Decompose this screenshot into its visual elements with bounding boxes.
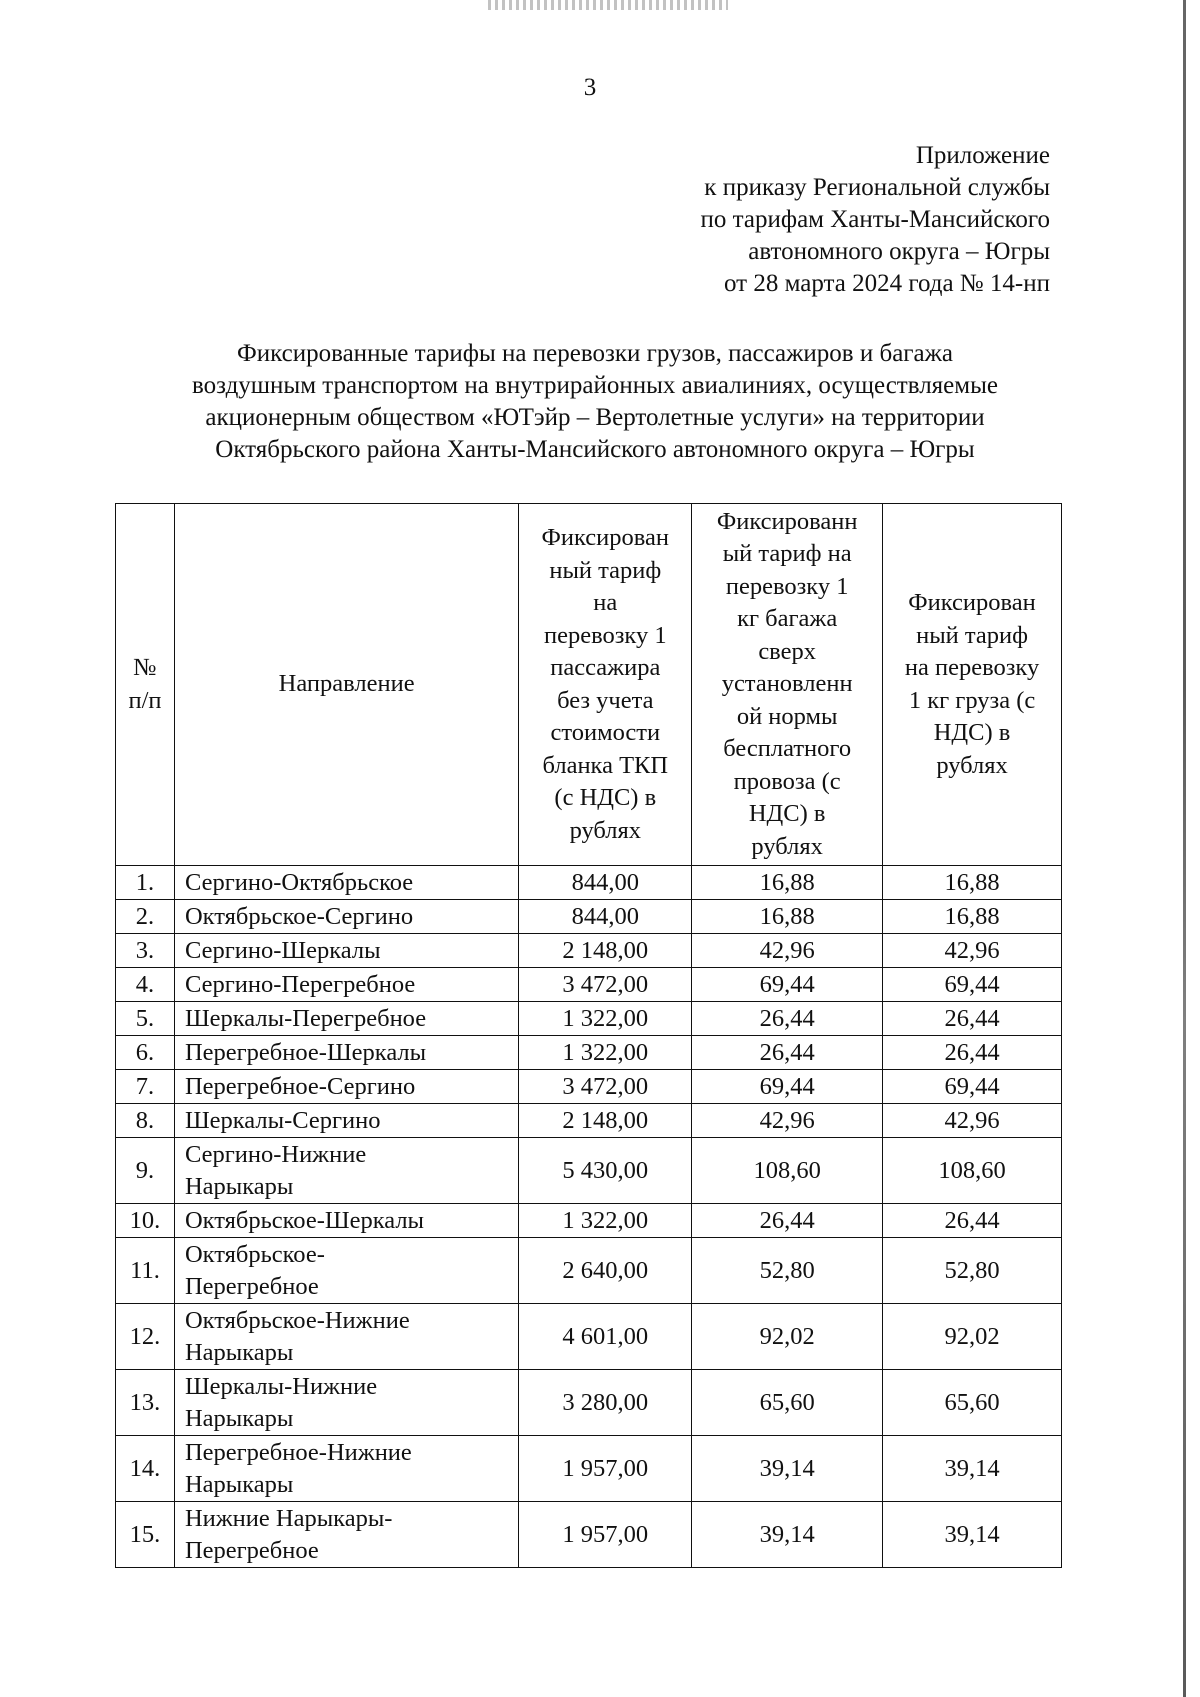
- table-row: [116, 866, 1062, 900]
- header-line: без учета: [557, 686, 654, 714]
- table-header-row: [116, 504, 1062, 866]
- table-row: [116, 900, 1062, 934]
- table-row: [116, 1036, 1062, 1070]
- row-number: 4.: [116, 968, 175, 1002]
- table-row: [116, 1002, 1062, 1036]
- header-line: рублях: [751, 832, 823, 860]
- row-number: 2.: [116, 900, 175, 934]
- row-cargo-tariff: 65,60: [883, 1370, 1062, 1436]
- row-baggage-tariff: 26,44: [692, 1204, 883, 1238]
- table-row: [116, 1070, 1062, 1104]
- row-passenger-tariff: 1 322,00: [519, 1204, 692, 1238]
- header-line: пассажира: [550, 654, 661, 681]
- header-line: установленн: [721, 670, 853, 698]
- direction-line: Сергино-Нижние: [184, 1140, 367, 1168]
- table-row: [116, 1436, 1062, 1502]
- table-row: [116, 1238, 1062, 1304]
- row-direction: [174, 1502, 518, 1568]
- row-direction: Сергино-Октябрьское: [174, 866, 518, 900]
- row-passenger-tariff: 3 472,00: [519, 1070, 692, 1104]
- row-baggage-tariff: 42,96: [692, 934, 883, 968]
- row-baggage-tariff: 16,88: [692, 866, 883, 900]
- header-line: НДС) в: [933, 719, 1011, 746]
- table-row: [116, 1204, 1062, 1238]
- row-cargo-tariff: 69,44: [883, 1070, 1062, 1104]
- header-line: ный тариф: [916, 621, 1029, 649]
- row-cargo-tariff: 52,80: [883, 1238, 1062, 1304]
- header-line: рублях: [569, 816, 642, 844]
- row-passenger-tariff: 844,00: [519, 866, 692, 900]
- header-line: бесплатного: [723, 735, 852, 763]
- row-number: 9.: [116, 1138, 175, 1204]
- row-number: 12.: [116, 1304, 175, 1370]
- header-line: 1 кг груза (с: [908, 686, 1036, 714]
- row-direction: Перегребное-Шеркалы: [174, 1036, 518, 1070]
- row-direction: [174, 1238, 518, 1304]
- row-direction: [174, 1138, 518, 1204]
- appendix-line: к приказу Региональной службы: [704, 174, 1050, 201]
- header-line: на: [593, 589, 618, 616]
- row-direction: [174, 1304, 518, 1370]
- table-row: [116, 1502, 1062, 1568]
- appendix-line: автономного округа – Югры: [748, 238, 1050, 265]
- row-passenger-tariff: 844,00: [519, 900, 692, 934]
- header-line: ой нормы: [736, 702, 838, 730]
- row-number: 15.: [116, 1502, 175, 1568]
- row-number: 14.: [116, 1436, 175, 1502]
- table-row: [116, 1304, 1062, 1370]
- row-cargo-tariff: 42,96: [883, 934, 1062, 968]
- table-body: [116, 866, 1062, 1568]
- header-num: [116, 504, 175, 866]
- row-baggage-tariff: 42,96: [692, 1104, 883, 1138]
- row-number: 5.: [116, 1002, 175, 1036]
- row-cargo-tariff: 16,88: [883, 866, 1062, 900]
- header-line: ый тариф на: [722, 540, 852, 568]
- direction-line: Нарыкары: [184, 1338, 294, 1366]
- row-passenger-tariff: 4 601,00: [519, 1304, 692, 1370]
- header-line: бланка ТКП: [542, 751, 669, 779]
- row-number: 3.: [116, 934, 175, 968]
- row-number: 13.: [116, 1370, 175, 1436]
- header-passenger: [519, 504, 692, 866]
- row-passenger-tariff: 2 148,00: [519, 1104, 692, 1138]
- header-line: Фиксирован: [541, 524, 670, 551]
- row-direction: [174, 1370, 518, 1436]
- title-line: акционерным обществом «ЮТэйр – Вертолетные услуги» на территории: [205, 404, 985, 431]
- page-number: 3: [583, 74, 597, 101]
- row-baggage-tariff: 16,88: [692, 900, 883, 934]
- row-direction: Сергино-Шеркалы: [174, 934, 518, 968]
- header-line: НДС) в: [748, 800, 826, 828]
- row-baggage-tariff: 26,44: [692, 1002, 883, 1036]
- row-passenger-tariff: 1 957,00: [519, 1502, 692, 1568]
- document-title: [110, 338, 1080, 466]
- row-cargo-tariff: 42,96: [883, 1104, 1062, 1138]
- header-line: перевозку 1: [725, 572, 849, 600]
- direction-line: Перегребное: [184, 1272, 319, 1300]
- scan-artifact: [488, 0, 728, 10]
- scan-edge: [1183, 0, 1186, 1697]
- header-line: Фиксированн: [716, 507, 858, 535]
- direction-line: Октябрьское-: [184, 1240, 325, 1268]
- header-line: рублях: [936, 751, 1008, 779]
- row-baggage-tariff: 69,44: [692, 968, 883, 1002]
- header-line: п/п: [128, 686, 162, 714]
- row-number: 11.: [116, 1238, 175, 1304]
- header-line: на перевозку: [904, 654, 1040, 681]
- direction-line: Нарыкары: [184, 1470, 294, 1498]
- row-passenger-tariff: 2 640,00: [519, 1238, 692, 1304]
- row-baggage-tariff: 26,44: [692, 1036, 883, 1070]
- row-cargo-tariff: 92,02: [883, 1304, 1062, 1370]
- row-passenger-tariff: 3 472,00: [519, 968, 692, 1002]
- row-cargo-tariff: 39,14: [883, 1436, 1062, 1502]
- direction-line: Нижние Нарыкары-: [184, 1504, 393, 1532]
- appendix-block: [701, 140, 1050, 300]
- header-baggage: [692, 504, 883, 866]
- row-baggage-tariff: 69,44: [692, 1070, 883, 1104]
- row-baggage-tariff: 108,60: [692, 1138, 883, 1204]
- direction-line: Шеркалы-Нижние: [184, 1372, 378, 1400]
- row-direction: [174, 1436, 518, 1502]
- direction-line: Нарыкары: [184, 1172, 294, 1200]
- table-row: [116, 934, 1062, 968]
- direction-line: Октябрьское-Нижние: [184, 1306, 410, 1334]
- appendix-line: от 28 марта 2024 года № 14-нп: [723, 270, 1050, 297]
- row-passenger-tariff: 5 430,00: [519, 1138, 692, 1204]
- appendix-line: по тарифам Ханты-Мансийского: [700, 206, 1050, 233]
- row-passenger-tariff: 2 148,00: [519, 934, 692, 968]
- table-row: [116, 1370, 1062, 1436]
- row-number: 8.: [116, 1104, 175, 1138]
- row-direction: Шеркалы-Перегребное: [174, 1002, 518, 1036]
- row-number: 7.: [116, 1070, 175, 1104]
- row-number: 6.: [116, 1036, 175, 1070]
- row-number: 1.: [116, 866, 175, 900]
- header-cargo: [883, 504, 1062, 866]
- row-cargo-tariff: 26,44: [883, 1002, 1062, 1036]
- row-passenger-tariff: 1 957,00: [519, 1436, 692, 1502]
- row-baggage-tariff: 39,14: [692, 1502, 883, 1568]
- row-passenger-tariff: 1 322,00: [519, 1002, 692, 1036]
- row-direction: Октябрьское-Шеркалы: [174, 1204, 518, 1238]
- header-line: Фиксирован: [908, 589, 1036, 616]
- header-line: (с НДС) в: [554, 784, 657, 811]
- title-line: Фиксированные тарифы на перевозки грузов, пассажиров и багажа: [236, 340, 954, 367]
- tariff-table: [115, 503, 1062, 1568]
- row-passenger-tariff: 1 322,00: [519, 1036, 692, 1070]
- row-baggage-tariff: 39,14: [692, 1436, 883, 1502]
- header-line: перевозку 1: [543, 621, 667, 649]
- row-cargo-tariff: 39,14: [883, 1502, 1062, 1568]
- header-line: провоза (с: [733, 767, 841, 795]
- table-row: [116, 1104, 1062, 1138]
- row-baggage-tariff: 52,80: [692, 1238, 883, 1304]
- row-direction: Сергино-Перегребное: [174, 968, 518, 1002]
- direction-line: Перегребное-Нижние: [184, 1438, 412, 1466]
- header-line: ный тариф: [549, 556, 662, 584]
- row-baggage-tariff: 92,02: [692, 1304, 883, 1370]
- direction-line: Нарыкары: [184, 1404, 294, 1432]
- row-direction: Шеркалы-Сергино: [174, 1104, 518, 1138]
- table-row: [116, 968, 1062, 1002]
- row-direction: Перегребное-Сергино: [174, 1070, 518, 1104]
- direction-line: Перегребное: [184, 1536, 319, 1564]
- table-row: [116, 1138, 1062, 1204]
- row-cargo-tariff: 26,44: [883, 1036, 1062, 1070]
- row-passenger-tariff: 3 280,00: [519, 1370, 692, 1436]
- row-number: 10.: [116, 1204, 175, 1238]
- header-direction: Направление: [174, 504, 518, 866]
- row-cargo-tariff: 16,88: [883, 900, 1062, 934]
- appendix-line: Приложение: [915, 142, 1050, 169]
- row-cargo-tariff: 26,44: [883, 1204, 1062, 1238]
- row-cargo-tariff: 108,60: [883, 1138, 1062, 1204]
- row-direction: Октябрьское-Сергино: [174, 900, 518, 934]
- row-cargo-tariff: 69,44: [883, 968, 1062, 1002]
- title-line: Октябрьского района Ханты-Мансийского автономного округа – Югры: [215, 436, 975, 463]
- title-line: воздушным транспортом на внутрирайонных авиалиниях, осуществляемые: [192, 372, 998, 399]
- header-line: №: [133, 654, 157, 681]
- header-line: стоимости: [550, 719, 661, 746]
- row-baggage-tariff: 65,60: [692, 1370, 883, 1436]
- header-line: кг багажа: [737, 605, 838, 633]
- header-line: сверх: [758, 637, 816, 665]
